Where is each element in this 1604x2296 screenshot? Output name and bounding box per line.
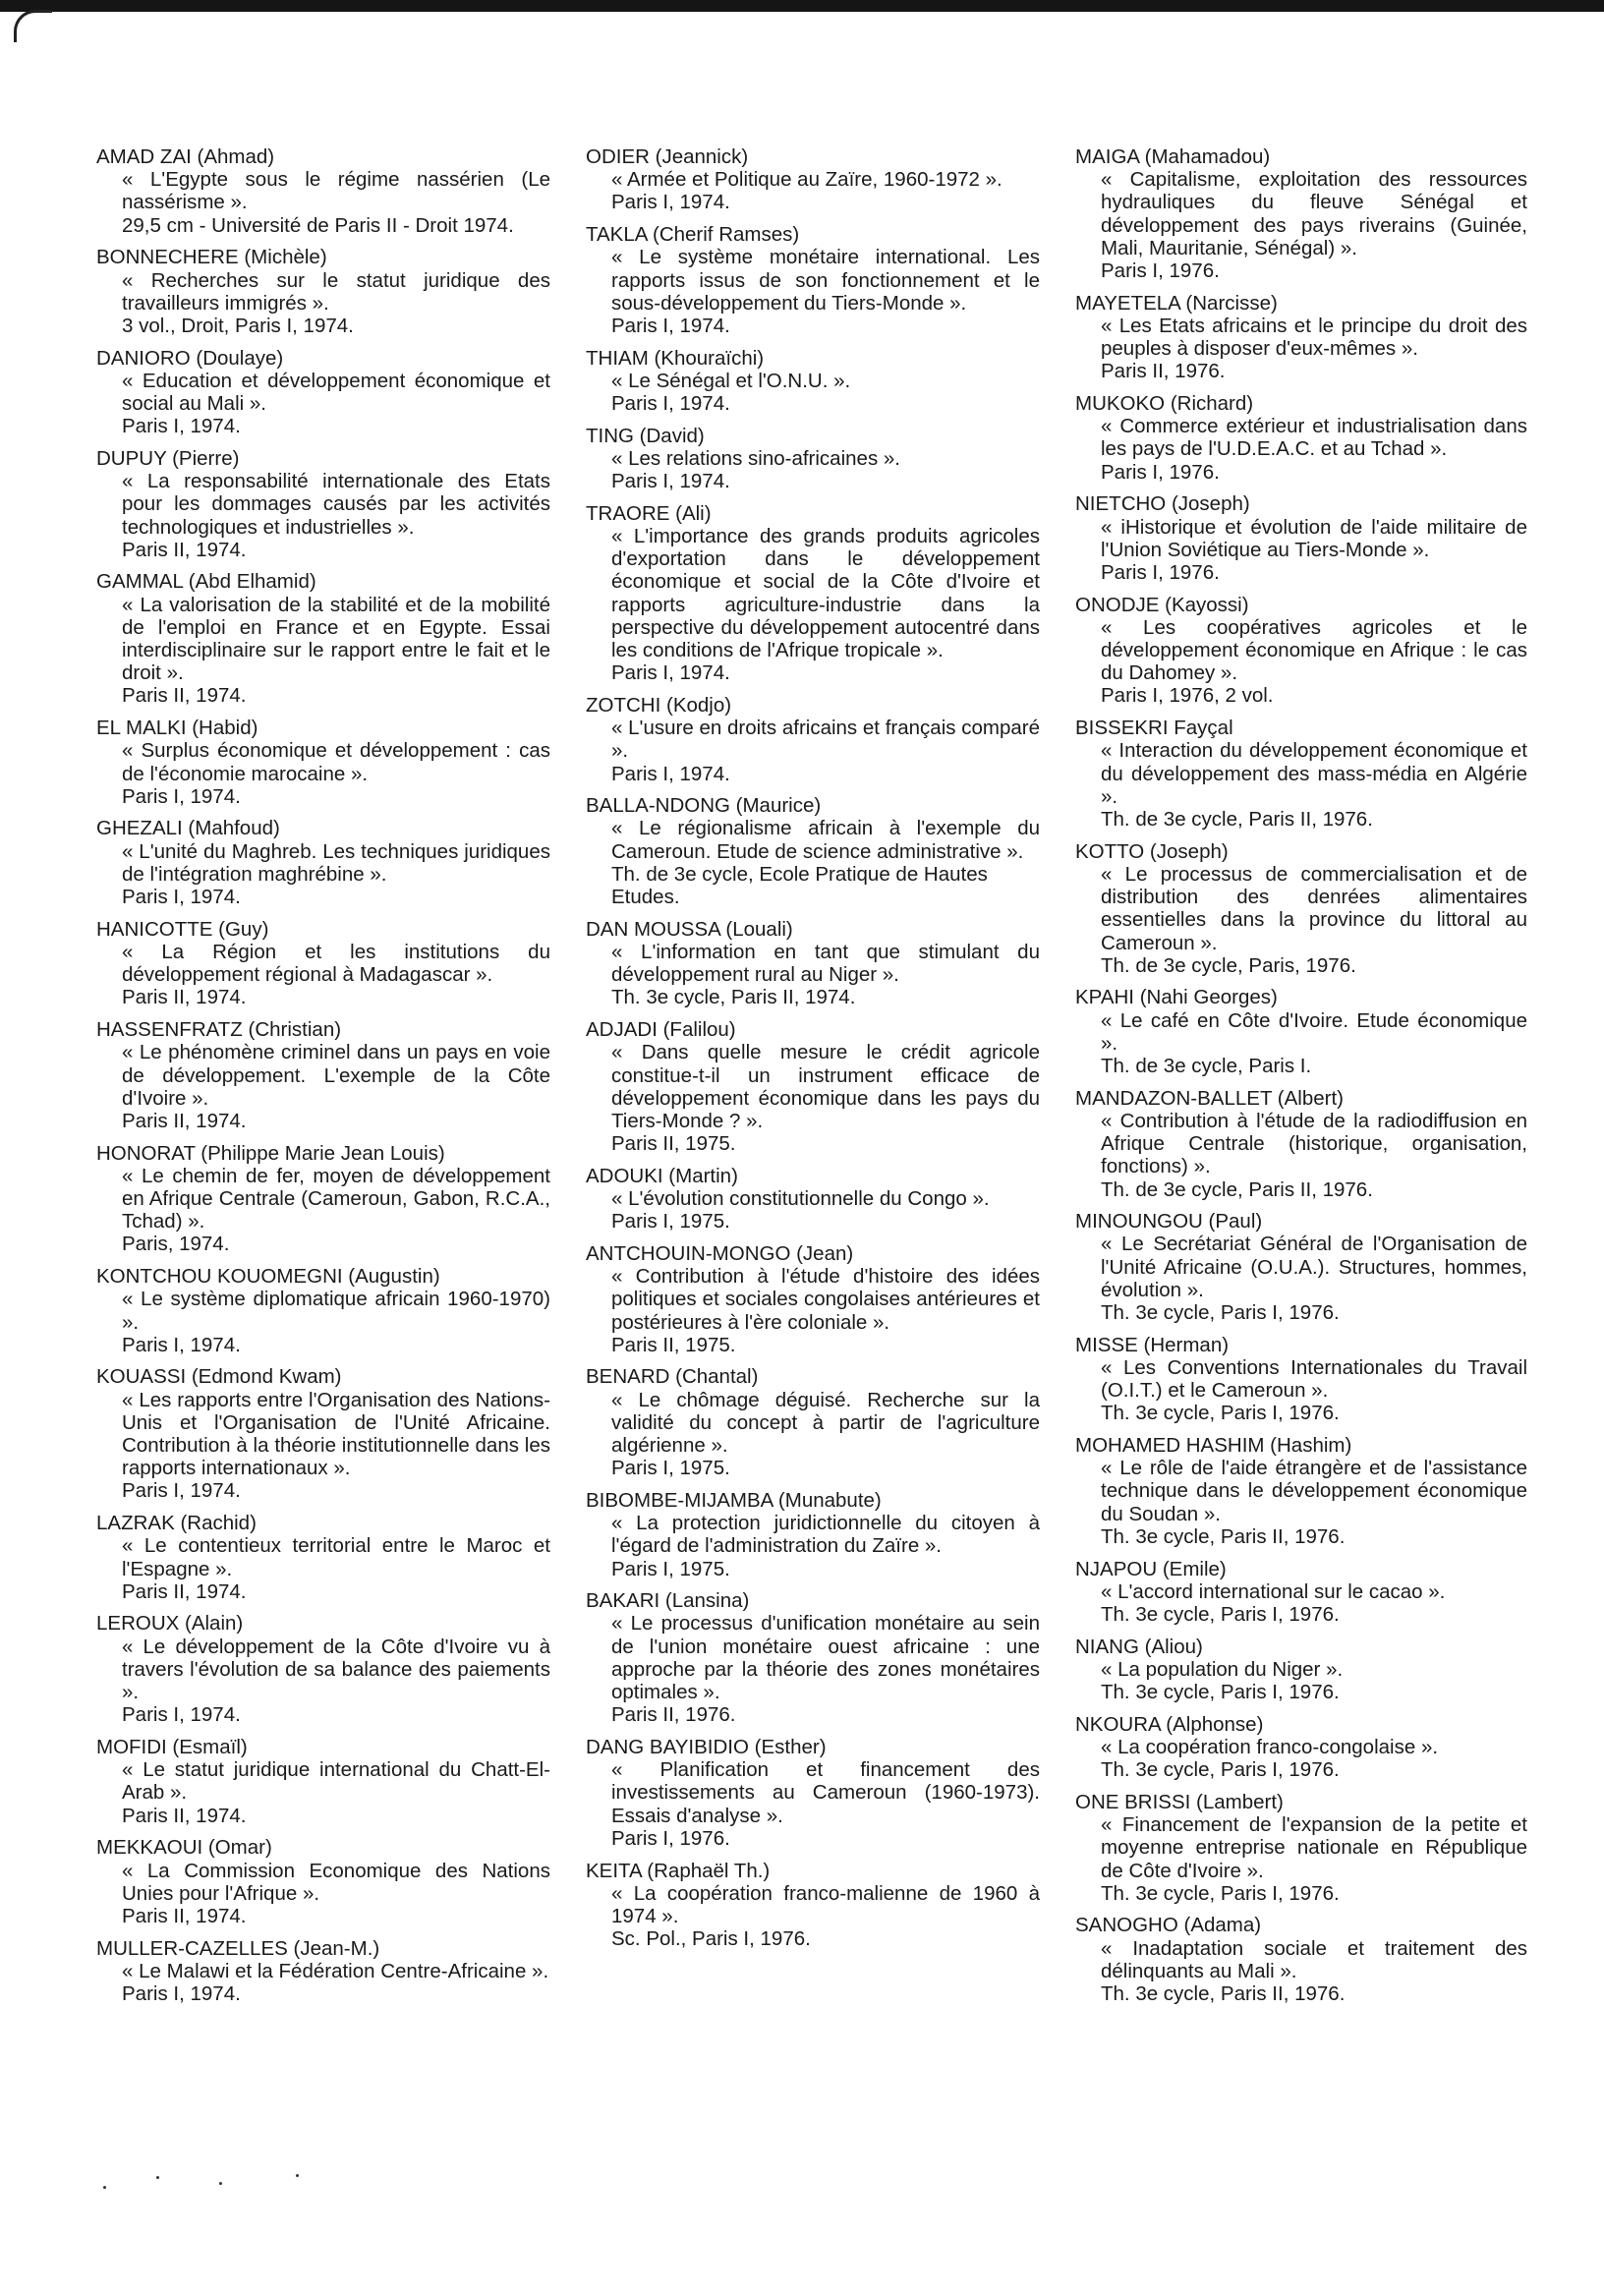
bibliography-entry (96, 1018, 550, 1132)
publication-info: Paris I, 1974. (122, 1479, 241, 1503)
bibliography-entry (586, 1589, 1040, 1726)
thesis-title: « La coopération franco-congolaise ». (1101, 1736, 1439, 1758)
publication-info: Paris I, 1976. (611, 1826, 730, 1850)
bibliography-entry (96, 817, 550, 908)
bibliography-entry (1075, 1087, 1527, 1201)
author-name: DUPUY (Pierre) (96, 446, 240, 470)
bibliography-entry (96, 145, 550, 237)
publication-info: Paris II, 1974. (122, 1579, 247, 1603)
author-name: ODIER (Jeannick) (586, 145, 749, 168)
bibliography-entry (586, 1018, 1040, 1155)
author-name: MANDAZON-BALLET (Albert) (1075, 1086, 1345, 1110)
publication-info: Th. de 3e cycle, Paris I. (1101, 1055, 1312, 1078)
author-name: KONTCHOU KOUOMEGNI (Augustin) (96, 1265, 440, 1289)
publication-info: Paris II, 1974. (122, 1804, 247, 1827)
author-name: KPAHI (Nahi Georges) (1075, 986, 1278, 1009)
bibliography-entry (96, 1265, 550, 1356)
thesis-title: « Armée et Politique au Zaïre, 1960-1972 ». (611, 168, 1002, 192)
publication-info: Paris I, 1975. (611, 1557, 730, 1580)
bibliography-entry (1075, 594, 1527, 708)
author-name: KOUASSI (Edmond Kwam) (96, 1365, 342, 1389)
bibliography-entry (96, 246, 550, 337)
author-name: MOFIDI (Esmaïl) (96, 1736, 248, 1758)
author-name: LAZRAK (Rachid) (96, 1512, 257, 1535)
author-name: NIANG (Aliou) (1075, 1635, 1203, 1658)
thesis-title: « L'usure en droits africains et français comparé ». (611, 717, 1040, 763)
author-name: AMAD ZAI (Ahmad) (96, 145, 275, 168)
publication-info: Paris I, 1976. (1101, 259, 1220, 283)
author-name: TAKLA (Cherif Ramses) (586, 223, 800, 247)
thesis-title: « La Commission Economique des Nations Unies pour l'Afrique ». (122, 1859, 550, 1905)
thesis-title: « Le phénomène criminel dans un pays en voie de développement. L'exemple de la Côte d'Ivoire ». (122, 1041, 550, 1110)
author-name: THIAM (Khouraïchi) (586, 346, 765, 370)
author-name: MUKOKO (Richard) (1075, 392, 1254, 416)
publication-info: Paris I, 1976. (1101, 560, 1220, 584)
thesis-title: « Contribution à l'étude d'histoire des idées politiques et sociales congolaises antérieures et postérieures à l'ère coloniale ». (611, 1265, 1040, 1334)
thesis-title: « L'évolution constitutionnelle du Congo ». (611, 1187, 990, 1211)
publication-info: Paris II, 1976. (1101, 360, 1226, 383)
column-1 (96, 145, 550, 2015)
thesis-title: « Inadaptation sociale et traitement des délinquants au Mali ». (1101, 1936, 1527, 1982)
bibliography-entry (96, 347, 550, 438)
bibliography-entry (1075, 1558, 1527, 1627)
thesis-title: « Les Etats africains et le principe du droit des peuples à disposer d'eux-mêmes ». (1101, 314, 1527, 361)
publication-info: Paris I, 1974. (122, 1982, 241, 2006)
publication-info: Paris I, 1974. (611, 191, 730, 214)
bibliography-entry (586, 502, 1040, 685)
publication-info: Paris I, 1974. (122, 415, 241, 438)
author-name: NJAPOU (Emile) (1075, 1557, 1227, 1580)
publication-info: Th. 3e cycle, Paris I, 1976. (1101, 1602, 1340, 1626)
bibliography-entry (586, 794, 1040, 908)
bibliography-entry (1075, 986, 1527, 1077)
publication-info: Paris I, 1974. (611, 661, 730, 685)
author-name: DAN MOUSSA (Louali) (586, 917, 793, 941)
author-name: SANOGHO (Adama) (1075, 1914, 1262, 1937)
publication-info: Paris II, 1976. (611, 1703, 736, 1727)
bibliography-entry (586, 1860, 1040, 1951)
corner-mark (14, 10, 52, 42)
thesis-title: « L'information en tant que stimulant du développement rural au Niger ». (611, 941, 1040, 987)
publication-info: Paris I, 1976. (1101, 460, 1220, 484)
publication-info: Paris, 1974. (122, 1233, 230, 1256)
publication-info: Th. 3e cycle, Paris I, 1976. (1101, 1301, 1340, 1325)
top-rule (0, 0, 1604, 12)
thesis-title: « Interaction du développement économique et du développement des mass-média en Algérie ». (1101, 739, 1527, 808)
author-name: LEROUX (Alain) (96, 1612, 244, 1636)
column-2 (586, 145, 1040, 1960)
thesis-title: « L'accord international sur le cacao ». (1101, 1579, 1446, 1603)
bibliography-entry (96, 918, 550, 1009)
thesis-title: « Le système monétaire international. Les rapports issus de son fonctionnement et le sous-développement du Tiers-Monde ». (611, 246, 1040, 315)
author-name: HANICOTTE (Guy) (96, 917, 269, 941)
thesis-title: « Financement de l'expansion de la petite et moyenne entreprise nationale en République de Côte d'Ivoire ». (1101, 1813, 1527, 1882)
thesis-title: « Le développement de la Côte d'Ivoire vu à travers l'évolution de sa balance des paiements ». (122, 1635, 550, 1704)
publication-info: 3 vol., Droit, Paris I, 1974. (122, 314, 354, 337)
thesis-title: « Le processus de commercialisation et de distribution des denrées alimentaires essentielles dans la province du littoral au Cameroun ». (1101, 862, 1527, 954)
publication-info: Th. 3e cycle, Paris I, 1976. (1101, 1681, 1340, 1704)
thesis-title: « La responsabilité internationale des Etats pour les dommages causés par les activités technologiques et industrielles ». (122, 470, 550, 539)
bibliography-entry (586, 1365, 1040, 1479)
author-name: MULLER-CAZELLES (Jean-M.) (96, 1936, 380, 1960)
bibliography-entry (586, 1736, 1040, 1850)
author-name: MOHAMED HASHIM (Hashim) (1075, 1434, 1352, 1458)
thesis-title: « L'unité du Maghreb. Les techniques juridiques de l'intégration maghrébine ». (122, 839, 550, 886)
publication-info: Paris II, 1974. (122, 986, 247, 1009)
author-name: KEITA (Raphaël Th.) (586, 1859, 771, 1882)
publication-info: Sc. Pol., Paris I, 1976. (611, 1927, 811, 1951)
publication-info: Paris II, 1974. (122, 1109, 247, 1132)
author-name: BENARD (Chantal) (586, 1365, 759, 1389)
author-name: NKOURA (Alphonse) (1075, 1712, 1264, 1736)
bibliography-entry (1075, 1210, 1527, 1324)
publication-info: Paris II, 1975. (611, 1132, 736, 1156)
author-name: EL MALKI (Habid) (96, 717, 258, 740)
author-name: TING (David) (586, 424, 705, 447)
author-name: MAYETELA (Narcisse) (1075, 291, 1278, 315)
thesis-title: « Le processus d'unification monétaire au sein de l'union monétaire ouest africaine : une approche par la théorie des zones monétaires optimales ». (611, 1612, 1040, 1704)
author-name: MISSE (Herman) (1075, 1333, 1230, 1356)
bibliography-entry (1075, 1713, 1527, 1782)
bibliography-entry (586, 425, 1040, 493)
bibliography-entry (586, 223, 1040, 337)
thesis-title: « Le régionalisme africain à l'exemple du Cameroun. Etude de science administrative ». (611, 817, 1040, 863)
publication-info: Th. de 3e cycle, Paris, 1976. (1101, 953, 1356, 977)
publication-info: Paris II, 1975. (611, 1333, 736, 1356)
bibliography-entry (96, 1836, 550, 1927)
publication-info: Paris I, 1974. (611, 314, 730, 337)
bibliography-entry (1075, 1791, 1527, 1905)
thesis-title: « Le contentieux territorial entre le Maroc et l'Espagne ». (122, 1534, 550, 1580)
publication-info: Th. 3e cycle, Paris II, 1976. (1101, 1982, 1346, 2006)
author-name: DANG BAYIBIDIO (Esther) (586, 1736, 827, 1758)
bibliography-entry (96, 1512, 550, 1603)
thesis-title: « Les relations sino-africaines ». (611, 446, 900, 470)
author-name: BIBOMBE-MIJAMBA (Munabute) (586, 1488, 882, 1512)
bibliography-entry (1075, 145, 1527, 282)
thesis-title: « La population du Niger ». (1101, 1657, 1344, 1681)
publication-info: Th. 3e cycle, Paris I, 1976. (1101, 1758, 1340, 1782)
author-name: ADJADI (Falilou) (586, 1018, 736, 1042)
author-name: BISSEKRI Fayçal (1075, 717, 1233, 740)
bibliography-entry (96, 570, 550, 707)
thesis-title: « Les Conventions Internationales du Travail (O.I.T.) et le Cameroun ». (1101, 1355, 1527, 1403)
publication-info: Th. 3e cycle, Paris II, 1974. (611, 986, 856, 1009)
bibliography-entry (1075, 392, 1527, 484)
author-name: KOTTO (Joseph) (1075, 839, 1229, 863)
thesis-title: « Le Malawi et la Fédération Centre-Africaine ». (122, 1959, 549, 1982)
publication-info: Paris I, 1975. (611, 1457, 730, 1480)
bibliography-entry (1075, 1914, 1527, 2005)
thesis-title: « L'Egypte sous le régime nassérien (Le nassérisme ». (122, 168, 550, 214)
column-3 (1075, 145, 1527, 2015)
author-name: MINOUNGOU (Paul) (1075, 1210, 1263, 1234)
publication-info: Paris I, 1974. (611, 762, 730, 785)
thesis-title: « L'importance des grands produits agricoles d'exportation dans le développement économique et social de la Côte d'Ivoire et rapports agriculture-industrie dans la perspective du développement autocentré dans les conditions de l'Afrique tropicale ». (611, 525, 1040, 662)
bibliography-entry (586, 1165, 1040, 1234)
thesis-title: « La Région et les institutions du développement régional à Madagascar ». (122, 941, 550, 987)
bibliography-entry (586, 694, 1040, 785)
bibliography-entry (96, 717, 550, 808)
bibliography-entry (96, 447, 550, 561)
author-name: MEKKAOUI (Omar) (96, 1836, 272, 1860)
thesis-title: « Les coopératives agricoles et le développement économique en Afrique : le cas du Dahomey ». (1101, 615, 1527, 685)
author-name: ANTCHOUIN-MONGO (Jean) (586, 1241, 854, 1265)
publication-info: Paris I, 1976, 2 vol. (1101, 684, 1274, 708)
publication-info: Th. 3e cycle, Paris I, 1976. (1101, 1402, 1340, 1425)
bibliography-entry (1075, 1334, 1527, 1425)
author-name: HASSENFRATZ (Christian) (96, 1018, 342, 1042)
thesis-title: « Dans quelle mesure le crédit agricole constitue-t-il un instrument efficace de développement économique dans les pays du Tiers-Monde ? ». (611, 1041, 1040, 1132)
publication-info: Paris I, 1975. (611, 1210, 730, 1234)
author-name: DANIORO (Doulaye) (96, 346, 284, 370)
publication-info: Th. de 3e cycle, Paris II, 1976. (1101, 807, 1373, 831)
publication-info: Paris II, 1974. (122, 1904, 247, 1927)
author-name: BALLA-NDONG (Maurice) (586, 794, 822, 818)
thesis-title: « Planification et financement des investissements au Cameroun (1960-1973). Essais d'analyse ». (611, 1758, 1040, 1827)
author-name: MAIGA (Mahamadou) (1075, 145, 1271, 168)
publication-info: Paris I, 1974. (122, 1703, 241, 1727)
bibliography-entry (96, 1736, 550, 1827)
bibliography-entry (586, 1489, 1040, 1580)
publication-info: Th. 3e cycle, Paris I, 1976. (1101, 1881, 1340, 1905)
thesis-title: « Le chômage déguisé. Recherche sur la validité du concept à partir de l'agriculture algérienne ». (611, 1388, 1040, 1458)
thesis-title: « Education et développement économique et social au Mali ». (122, 369, 550, 416)
author-name: ONE BRISSI (Lambert) (1075, 1790, 1284, 1813)
thesis-title: « Surplus économique et développement : cas de l'économie marocaine ». (122, 739, 550, 785)
publication-info: Th. de 3e cycle, Paris II, 1976. (1101, 1177, 1373, 1201)
thesis-title: « Commerce extérieur et industrialisation dans les pays de l'U.D.E.A.C. et au Tchad ». (1101, 415, 1527, 461)
bibliography-entry (96, 1612, 550, 1726)
publication-info: Th. 3e cycle, Paris II, 1976. (1101, 1524, 1346, 1548)
author-name: BAKARI (Lansina) (586, 1589, 750, 1613)
bibliography-entry (96, 1937, 550, 2006)
publication-info: Paris I, 1974. (611, 470, 730, 493)
bibliography-entry (1075, 1434, 1527, 1548)
bibliography-entry (96, 1142, 550, 1256)
publication-info: 29,5 cm - Université de Paris II - Droit 1974. (122, 213, 514, 237)
publication-info: Paris I, 1974. (122, 886, 241, 909)
thesis-title: « Le Sénégal et l'O.N.U. ». (611, 369, 851, 392)
publication-info: Paris I, 1974. (611, 392, 730, 416)
publication-info: Paris II, 1974. (122, 684, 247, 708)
publication-info: Th. de 3e cycle, Ecole Pratique de Hautes Etudes. (611, 862, 988, 909)
bibliography-entry (586, 347, 1040, 416)
publication-info: Paris II, 1974. (122, 538, 247, 561)
author-name: GAMMAL (Abd Elhamid) (96, 570, 316, 594)
bibliography-entry (1075, 717, 1527, 831)
bibliography-entry (96, 1365, 550, 1502)
bibliography-entry (586, 1242, 1040, 1356)
author-name: ADOUKI (Martin) (586, 1164, 738, 1187)
thesis-title: « La valorisation de la stabilité et de la mobilité de l'emploi en France et en Egypte. Essai interdisciplinaire sur le rapport entre le fait et le droit ». (122, 593, 550, 685)
thesis-title: « Le chemin de fer, moyen de développement en Afrique Centrale (Cameroun, Gabon, R.C.A., Tchad) ». (122, 1164, 550, 1234)
thesis-title: « Le système diplomatique africain 1960-1970) ». (122, 1288, 550, 1334)
bibliography-entry (1075, 492, 1527, 584)
thesis-title: « La coopération franco-malienne de 1960 à 1974 ». (611, 1881, 1040, 1927)
thesis-title: « Contribution à l'étude de la radiodiffusion en Afrique Centrale (historique, organisation, fonctions) ». (1101, 1109, 1527, 1178)
author-name: HONORAT (Philippe Marie Jean Louis) (96, 1141, 445, 1165)
bibliography-entry (586, 918, 1040, 1009)
thesis-title: « Le Secrétariat Général de l'Organisation de l'Unité Africaine (O.U.A.). Structures, hommes, évolution ». (1101, 1233, 1527, 1301)
bibliography-entry (1075, 840, 1527, 977)
thesis-title: « Recherches sur le statut juridique des travailleurs immigrés ». (122, 268, 550, 315)
publication-info: Paris I, 1974. (122, 1333, 241, 1356)
bibliography-entry (1075, 1636, 1527, 1704)
thesis-title: « Les rapports entre l'Organisation des Nations-Unis et l'Organisation de l'Unité Africaine. Contribution à la théorie institutionnelle dans les rapports internationaux ». (122, 1388, 550, 1480)
thesis-title: « Le café en Côte d'Ivoire. Etude économique ». (1101, 1008, 1527, 1055)
author-name: GHEZALI (Mahfoud) (96, 817, 280, 840)
thesis-title: « Le statut juridique international du Chatt-El-Arab ». (122, 1758, 550, 1805)
author-name: BONNECHERE (Michèle) (96, 246, 327, 269)
thesis-title: « La protection juridictionnelle du citoyen à l'égard de l'administration du Zaïre ». (611, 1512, 1040, 1558)
author-name: TRAORE (Ali) (586, 501, 712, 525)
thesis-title: « iHistorique et évolution de l'aide militaire de l'Union Soviétique au Tiers-Monde ». (1101, 515, 1527, 561)
thesis-title: « Le rôle de l'aide étrangère et de l'assistance technique dans le développement économique du Soudan ». (1101, 1457, 1527, 1525)
author-name: ONODJE (Kayossi) (1075, 593, 1249, 616)
author-name: ZOTCHI (Kodjo) (586, 693, 732, 717)
bibliography-entry (586, 145, 1040, 214)
publication-info: Paris I, 1974. (122, 784, 241, 808)
author-name: NIETCHO (Joseph) (1075, 492, 1250, 516)
bibliography-entry (1075, 292, 1527, 383)
thesis-title: « Capitalisme, exploitation des ressources hydrauliques du fleuve Sénégal et développement des pays riverains (Guinée, Mali, Mauritanie, Sénégal) ». (1101, 168, 1527, 259)
